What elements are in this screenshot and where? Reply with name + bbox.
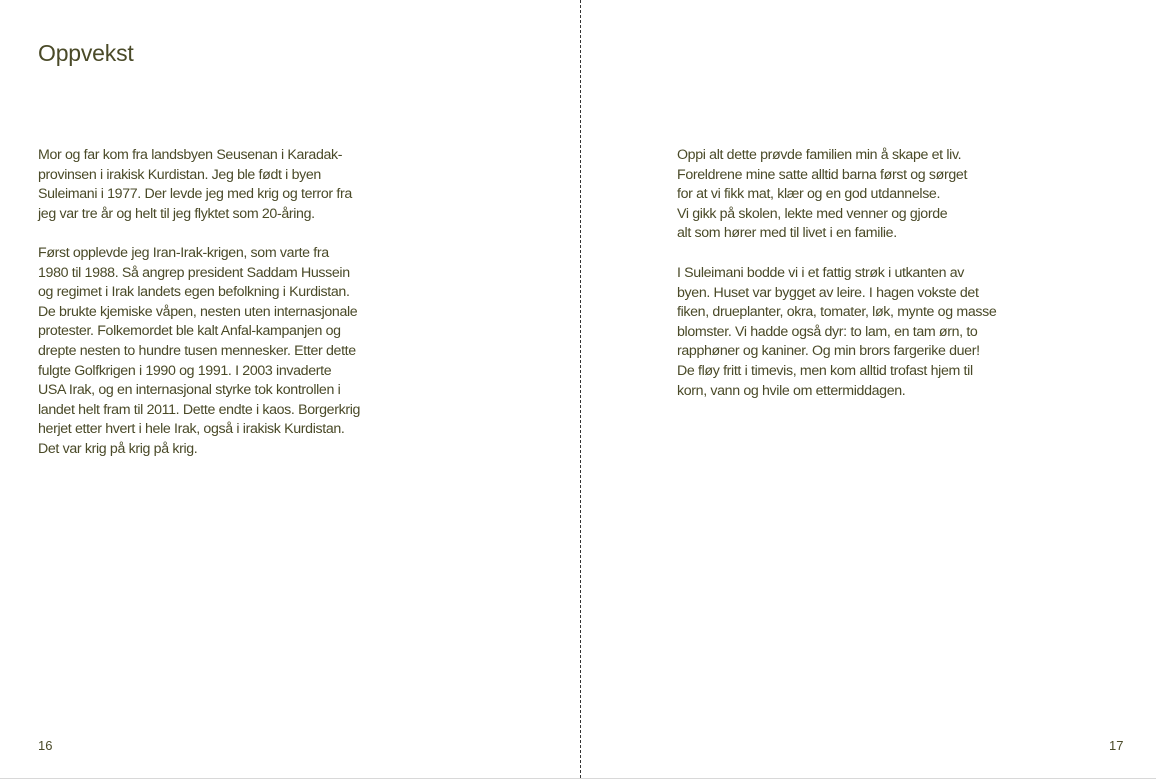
text-line: Oppi alt dette prøvde familien min å skape et liv. [677, 147, 962, 163]
text-line: rapphøner og kaniner. Og min brors fargerike duer! [677, 343, 980, 360]
text-line: jeg var tre år og helt til jeg flyktet som 20-åring. [38, 205, 315, 222]
text-line: provinsen i irakisk Kurdistan. Jeg ble født i byen [38, 166, 321, 183]
right-paragraph-2 [677, 264, 996, 401]
text-line: og regimet i Irak landets egen befolkning i Kurdistan. [38, 284, 350, 301]
text-line: Mor og far kom fra landsbyen Seusenan i Karadak- [38, 147, 343, 163]
text-line: Vi gikk på skolen, lekte med venner og gjorde [677, 205, 948, 222]
text-line: De brukte kjemiske våpen, nesten uten internasjonale [38, 303, 358, 320]
right-paragraph-1 [677, 146, 967, 244]
text-line: 1980 til 1988. Så angrep president Saddam Hussein [38, 264, 350, 281]
text-line: landet helt fram til 2011. Dette endte i kaos. Borgerkrig [38, 401, 361, 418]
text-line: fiken, drueplanter, okra, tomater, løk, mynte og masse [677, 304, 997, 321]
page-divider [580, 0, 581, 778]
text-line: Først opplevde jeg Iran-Irak-krigen, som varte fra [38, 245, 329, 261]
text-line: Foreldrene mine satte alltid barna først og sørget [677, 166, 968, 183]
text-line: Det var krig på krig på krig. [38, 440, 198, 457]
text-line: De fløy fritt i timevis, men kom alltid trofast hjem til [677, 362, 973, 379]
text-line: byen. Huset var bygget av leire. I hagen vokste det [677, 284, 979, 301]
text-line: USA Irak, og en internasjonal styrke tok kontrollen i [38, 382, 341, 399]
text-line: I Suleimani bodde vi i et fattig strøk i utkanten av [677, 265, 964, 281]
chapter-title: Oppvekst [38, 40, 134, 66]
text-line: blomster. Vi hadde også dyr: to lam, en tam ørn, to [677, 323, 978, 340]
page-number-right: 17 [1109, 738, 1124, 753]
text-line: drepte nesten to hundre tusen mennesker. Etter dette [38, 342, 356, 359]
text-line: protester. Folkemordet ble kalt Anfal-kampanjen og [38, 323, 341, 340]
text-line: korn, vann og hvile om ettermiddagen. [677, 382, 906, 399]
page-number-left: 16 [38, 738, 53, 753]
text-line: Suleimani i 1977. Der levde jeg med krig og terror fra [38, 186, 352, 203]
left-paragraph-1 [38, 146, 352, 224]
text-line: alt som hører med til livet i en familie. [677, 225, 897, 242]
text-line: herjet etter hvert i hele Irak, også i irakisk Kurdistan. [38, 421, 345, 438]
left-paragraph-2 [38, 244, 360, 460]
text-line: for at vi fikk mat, klær og en god utdannelse. [677, 186, 941, 203]
text-line: fulgte Golfkrigen i 1990 og 1991. I 2003 invaderte [38, 362, 332, 379]
